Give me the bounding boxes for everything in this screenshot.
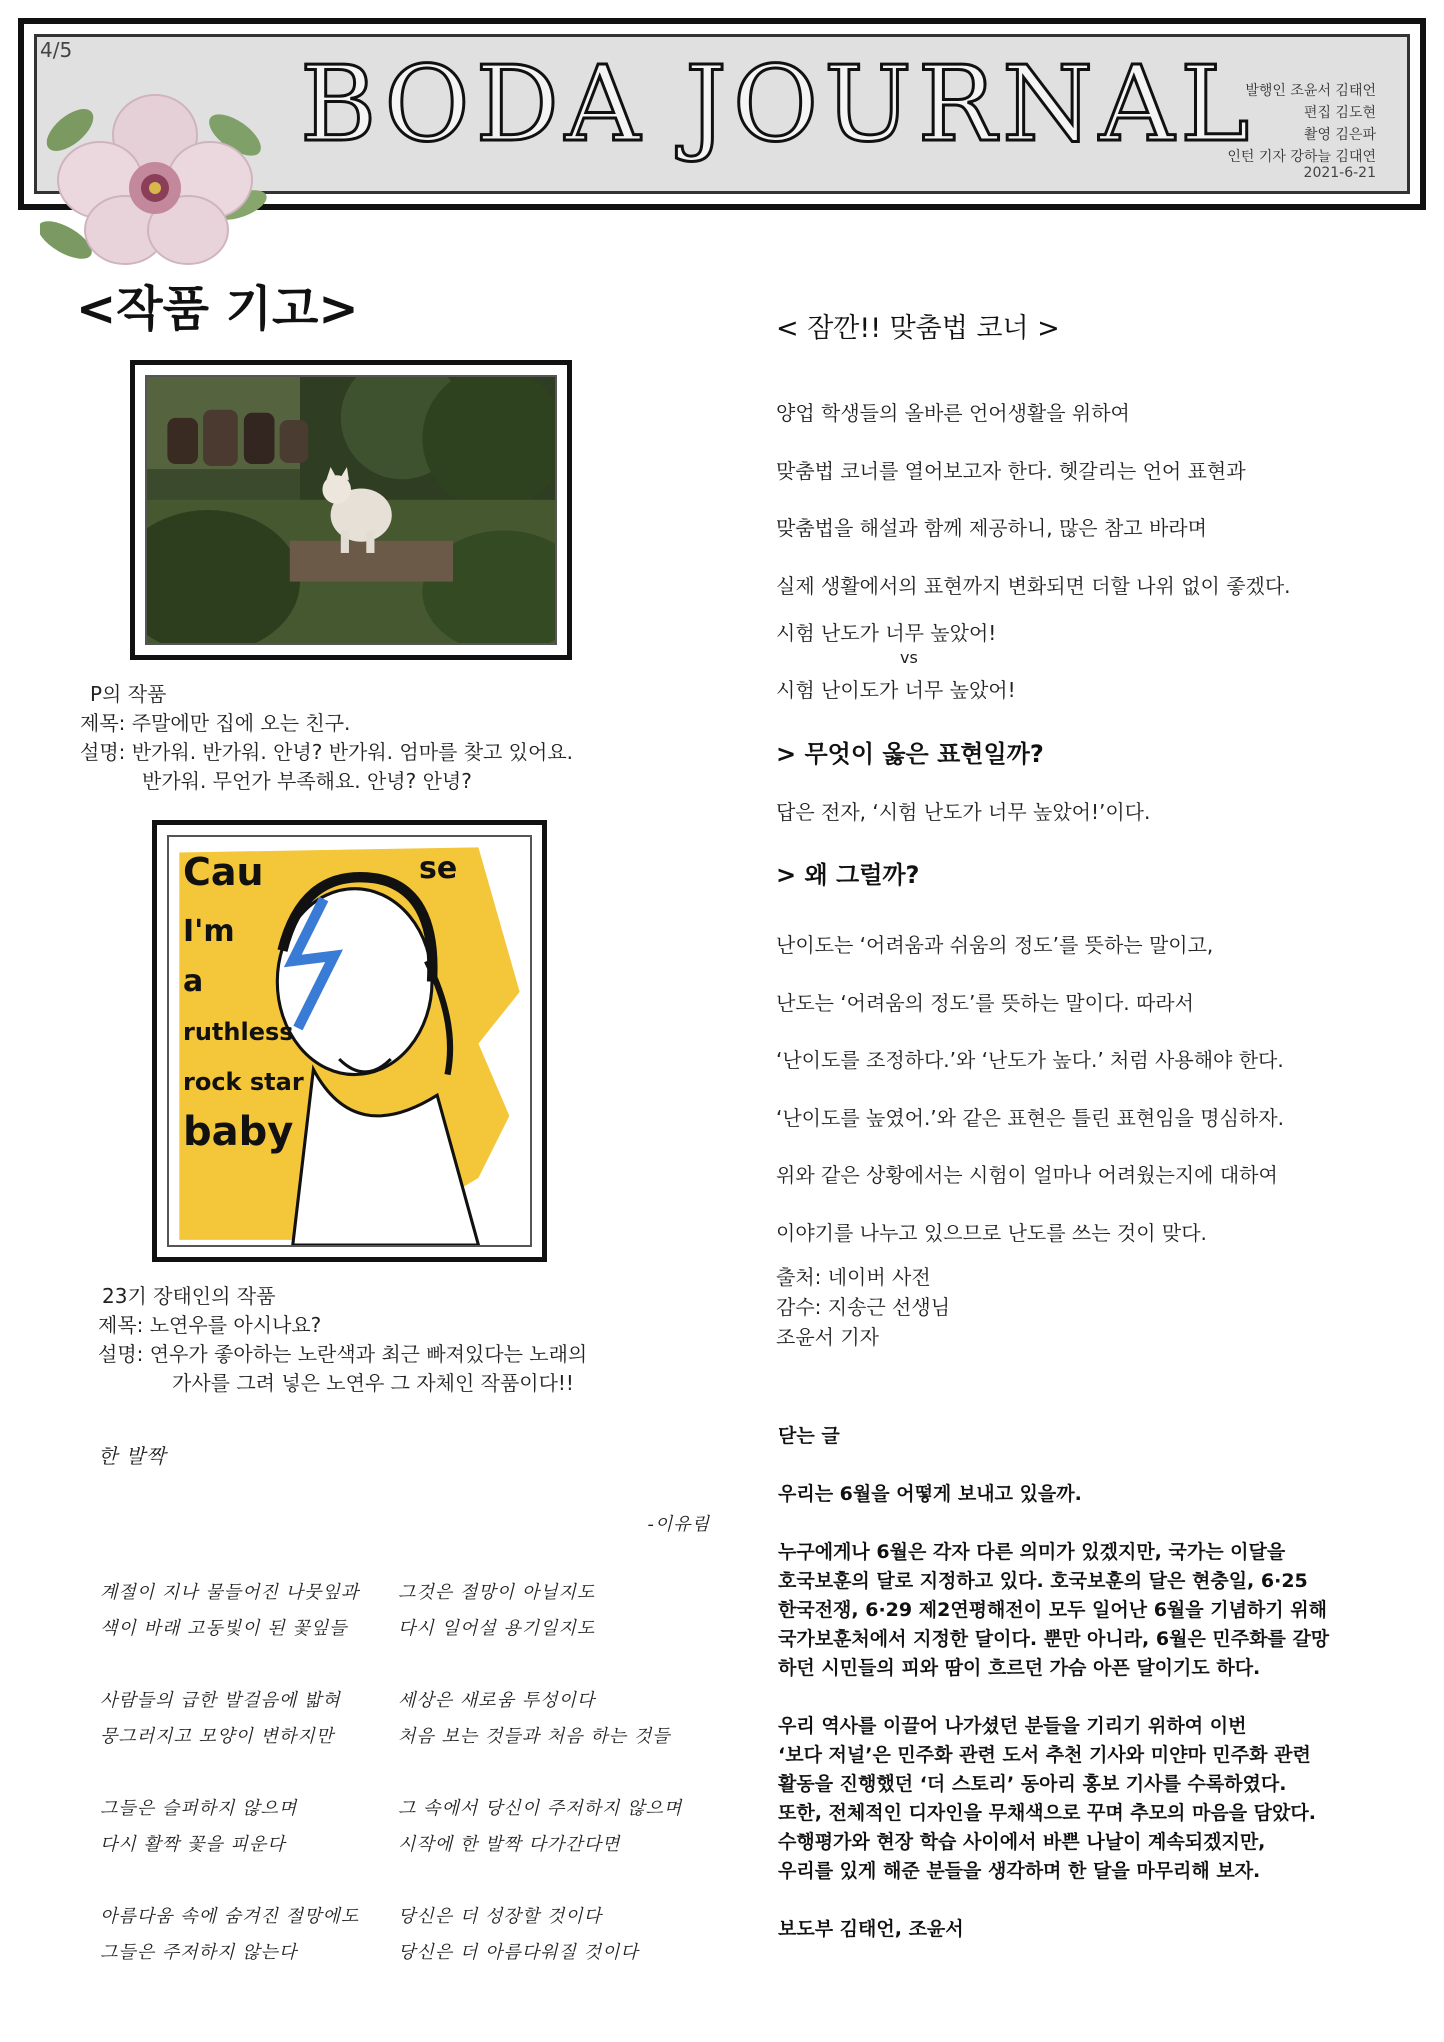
explain-line: 이야기를 나누고 있으므로 난도를 쓰는 것이 맞다. bbox=[776, 1220, 1207, 1245]
journal-title: BODA JOURNAL bbox=[300, 43, 1256, 165]
poem-line bbox=[398, 1647, 718, 1683]
closing-p3-line: 수행평가와 현장 학습 사이에서 바쁜 나날이 계속되겠지만, bbox=[778, 1831, 1266, 1853]
supervisor: 감수: 지송근 선생님 bbox=[776, 1295, 951, 1319]
closing-p1: 우리는 6월을 어떻게 보내고 있을까. bbox=[778, 1483, 1082, 1505]
poem-line: 세상은 새로움 투성이다 bbox=[398, 1690, 596, 1711]
art-text-cau: Cau bbox=[183, 850, 264, 894]
poem-line: 시작에 한 발짝 다가간다면 bbox=[398, 1834, 621, 1855]
artwork-frame bbox=[152, 820, 547, 1262]
poem-line: 색이 바래 고동빛이 된 꽃잎들 bbox=[100, 1618, 348, 1639]
art-text-im: I'm bbox=[183, 914, 235, 949]
explain-line: ‘난이도를 조정하다.’와 ‘난도가 높다.’ 처럼 사용해야 한다. bbox=[776, 1048, 1284, 1072]
credit-editor: 편집 김도현 bbox=[1303, 105, 1376, 121]
closing-signature: 보도부 김태언, 조윤서 bbox=[778, 1918, 964, 1940]
closing-p2-line: 국가보훈처에서 지정한 달이다. 뿐만 아니라, 6월은 민주화를 갈망 bbox=[778, 1628, 1330, 1650]
closing-p2-line: 호국보훈의 달로 지정하고 있다. 호국보훈의 달은 현충일, 6·25 bbox=[778, 1570, 1308, 1592]
closing-p2-line: 한국전쟁, 6·29 제2연평해전이 모두 일어난 6월을 기념하기 위해 bbox=[778, 1599, 1327, 1621]
work2-desc-line1: 설명: 연우가 좋아하는 노란색과 최근 빠져있다는 노래의 bbox=[98, 1342, 588, 1366]
page-number: 4/5 bbox=[40, 38, 73, 62]
poem-right-column bbox=[398, 1575, 718, 1971]
closing-note bbox=[778, 1422, 1418, 1944]
closing-p3-line: 활동을 진행했던 ‘더 스토리’ 동아리 홍보 기사를 수록하였다. bbox=[778, 1773, 1287, 1795]
vs-label: vs bbox=[900, 648, 918, 667]
flower-decoration-icon bbox=[40, 90, 270, 270]
source: 출처: 네이버 사전 bbox=[776, 1265, 931, 1289]
work1-desc-line1: 설명: 반가워. 반가워. 안녕? 반가워. 엄마를 찾고 있어요. bbox=[80, 740, 574, 764]
explain-line: 난이도는 ‘어려움과 쉬움의 정도’를 뜻하는 말이고, bbox=[776, 933, 1214, 957]
poem-title: 한 발짝 bbox=[98, 1444, 167, 1468]
intro-line: 실제 생활에서의 표현까지 변화되면 더할 나위 없이 좋겠다. bbox=[776, 573, 1291, 598]
cat-photo bbox=[145, 375, 557, 645]
poem-left-column bbox=[100, 1575, 390, 1971]
example-a: 시험 난도가 너무 높았어! bbox=[776, 621, 997, 645]
poem-line bbox=[398, 1755, 718, 1791]
closing-p3-line: 우리 역사를 이끌어 나가셨던 분들을 기리기 위하여 이번 bbox=[778, 1715, 1247, 1737]
issue-date: 2021-6-21 bbox=[1303, 165, 1376, 181]
poem-line: 처음 보는 것들과 처음 하는 것들 bbox=[398, 1726, 671, 1747]
photo-frame bbox=[130, 360, 572, 660]
poem-line: 그들은 슬퍼하지 않으며 bbox=[100, 1798, 298, 1819]
work2-title: 제목: 노연우를 아시나요? bbox=[98, 1313, 322, 1337]
poem-line: 그 속에서 당신이 주저하지 않으며 bbox=[398, 1798, 683, 1819]
corner-intro bbox=[776, 385, 1291, 615]
work2-desc-line2: 가사를 그려 넣은 노연우 그 자체인 작품이다!! bbox=[172, 1371, 574, 1395]
poem-line: 다시 일어설 용기일지도 bbox=[398, 1618, 596, 1639]
work1-desc-line2: 반가워. 무언가 부족해요. 안녕? 안녕? bbox=[142, 769, 472, 793]
poem-line: 당신은 더 성장할 것이다 bbox=[398, 1906, 603, 1927]
poem-line bbox=[100, 1863, 390, 1899]
poem-line: 그들은 주저하지 않는다 bbox=[100, 1942, 298, 1963]
question-2: > 왜 그럴까? bbox=[776, 861, 920, 889]
explain-line: 난도는 ‘어려움의 정도’를 뜻하는 말이다. 따라서 bbox=[776, 990, 1194, 1015]
art-text-ruthless: ruthless bbox=[183, 1018, 294, 1046]
poem-line bbox=[100, 1647, 390, 1683]
poem-line: 다시 활짝 꽃을 피운다 bbox=[100, 1834, 286, 1855]
closing-title: 닫는 글 bbox=[778, 1425, 840, 1447]
poem-line: 사람들의 급한 발걸음에 밟혀 bbox=[100, 1690, 341, 1711]
corner-title: < 잠깐!! 맞춤법 코너 > bbox=[776, 313, 1060, 344]
work1-caption bbox=[80, 680, 640, 796]
work2-author: 23기 장태인의 작품 bbox=[102, 1284, 276, 1308]
section-title: <작품 기고> bbox=[76, 281, 359, 337]
question-1: > 무엇이 옳은 표현일까? bbox=[776, 740, 1044, 768]
work1-title: 제목: 주말에만 집에 오는 친구. bbox=[80, 711, 351, 735]
example-b: 시험 난이도가 너무 높았어! bbox=[776, 678, 1016, 702]
intro-line: 양업 학생들의 올바른 언어생활을 위하여 bbox=[776, 401, 1130, 425]
closing-p2-line: 누구에게나 6월은 각자 다른 의미가 있겠지만, 국가는 이달을 bbox=[778, 1541, 1286, 1563]
art-text-baby: baby bbox=[183, 1109, 294, 1155]
explanation bbox=[776, 917, 1284, 1262]
poem-line bbox=[398, 1863, 718, 1899]
closing-p2-line: 하던 시민들의 피와 땀이 흐르던 가슴 아픈 달이기도 하다. bbox=[778, 1657, 1261, 1679]
answer-1: 답은 전자, ‘시험 난도가 너무 높았어!’이다. bbox=[776, 800, 1151, 824]
work1-author: P의 작품 bbox=[90, 682, 167, 706]
credits bbox=[1180, 80, 1376, 168]
poem-line: 그것은 절망이 아닐지도 bbox=[398, 1582, 596, 1603]
explain-line: 위와 같은 상황에서는 시험이 얼마나 어려웠는지에 대하여 bbox=[776, 1163, 1278, 1187]
credit-publisher: 발행인 조윤서 김태언 bbox=[1245, 83, 1376, 99]
credit-photo: 촬영 김은파 bbox=[1303, 127, 1376, 143]
closing-p3-line: 우리를 있게 해준 분들을 생각하며 한 달을 마무리해 보자. bbox=[778, 1860, 1261, 1882]
intro-line: 맞춤법 코너를 열어보고자 한다. 헷갈리는 언어 표현과 bbox=[776, 458, 1246, 483]
closing-p3-line: ‘보다 저널’은 민주화 관련 도서 추천 기사와 미얀마 민주화 관련 bbox=[778, 1744, 1311, 1766]
art-text-rockstar: rock star bbox=[183, 1068, 304, 1096]
poem-line: 아름다움 속에 숨겨진 절망에도 bbox=[100, 1906, 360, 1927]
poem-line: 뭉그러지고 모양이 변하지만 bbox=[100, 1726, 335, 1747]
closing-p3-line: 또한, 전체적인 디자인을 무채색으로 꾸며 추모의 마음을 담았다. bbox=[778, 1802, 1316, 1824]
reporter: 조윤서 기자 bbox=[776, 1325, 879, 1349]
credits-block bbox=[776, 1262, 950, 1352]
intro-line: 맞춤법을 해설과 함께 제공하니, 많은 참고 바라며 bbox=[776, 516, 1207, 540]
poem-author: -이유림 bbox=[647, 1514, 710, 1535]
work2-caption bbox=[98, 1282, 658, 1398]
explain-line: ‘난이도를 높였어.’와 같은 표현은 틀린 표현임을 명심하자. bbox=[776, 1105, 1284, 1130]
art-text-a: a bbox=[183, 964, 204, 999]
credit-intern: 인턴 기자 강하늘 김대연 bbox=[1227, 149, 1376, 165]
poem-line: 당신은 더 아름다워질 것이다 bbox=[398, 1942, 639, 1963]
portrait-artwork bbox=[167, 835, 532, 1247]
poem-line: 계절이 지나 물들어진 나뭇잎과 bbox=[100, 1582, 360, 1603]
poem-line bbox=[100, 1755, 390, 1791]
art-text-se: se bbox=[419, 851, 458, 886]
